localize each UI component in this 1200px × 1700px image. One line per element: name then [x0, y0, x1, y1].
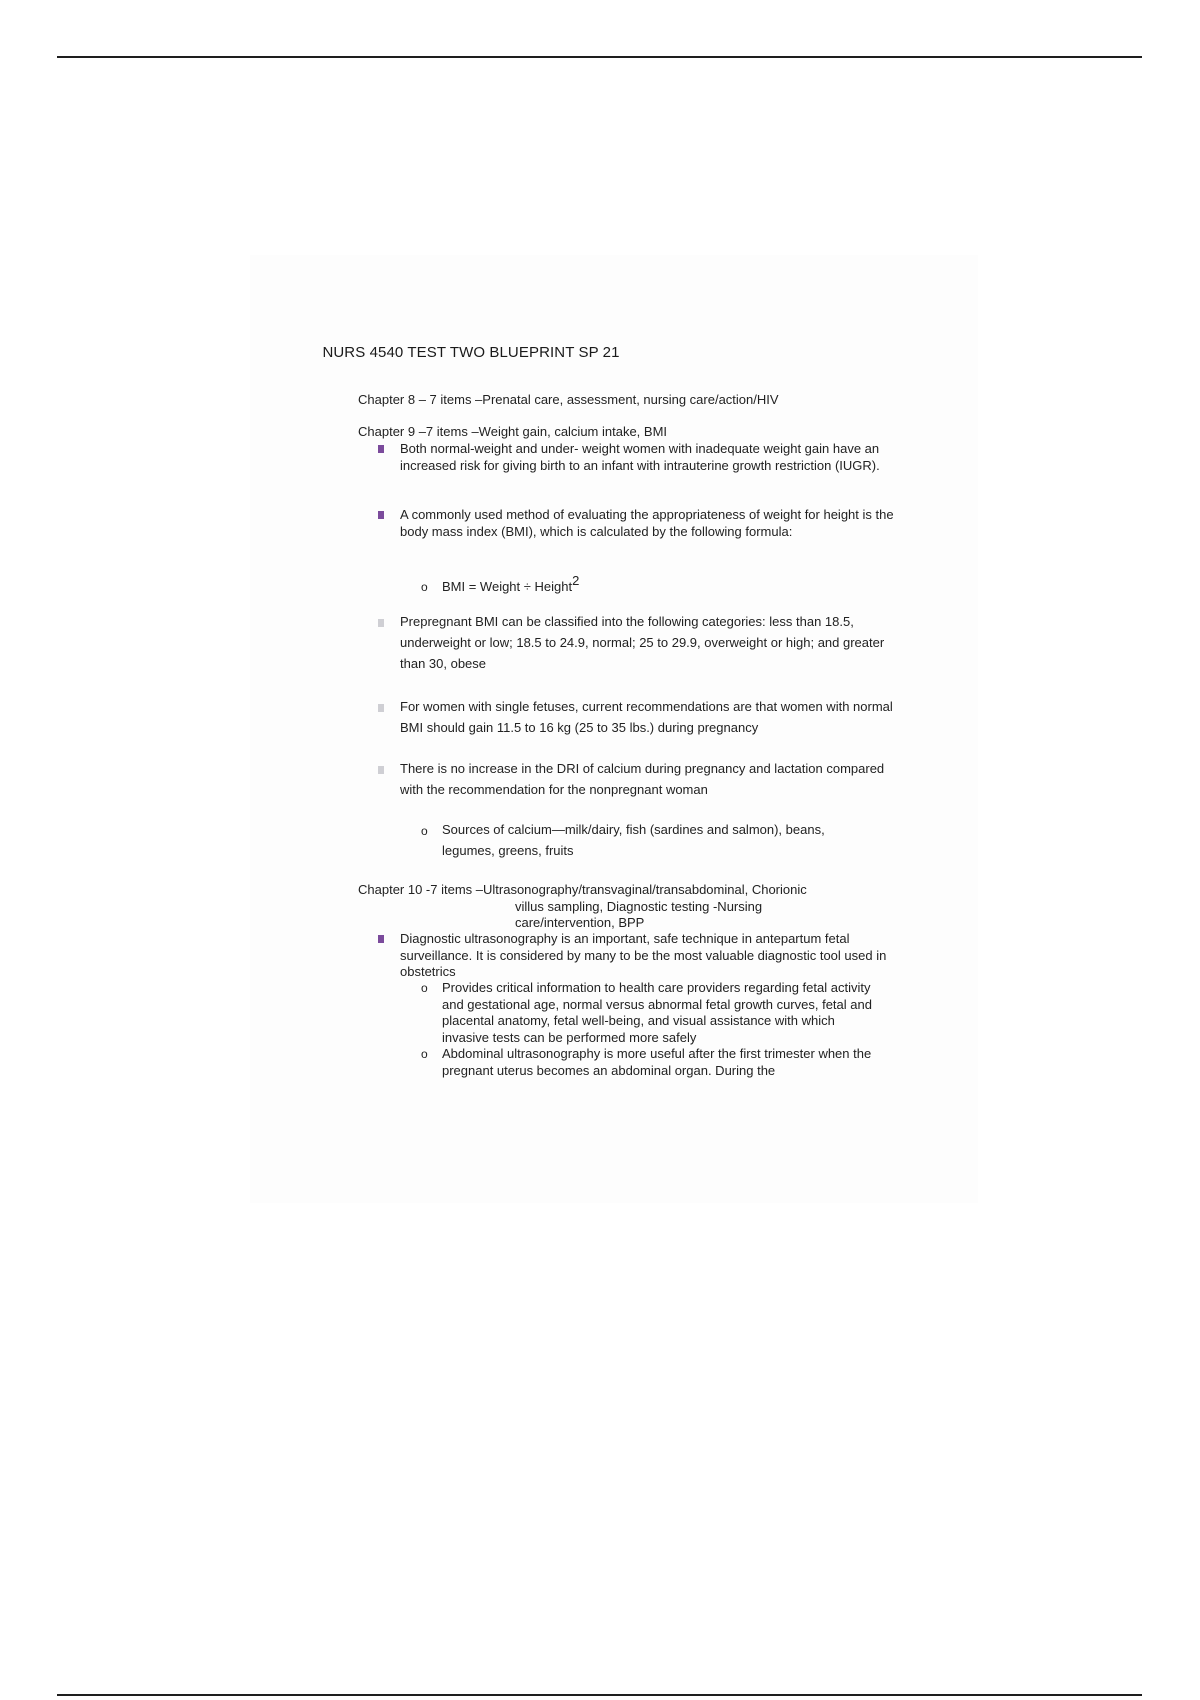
sub-list-item: [421, 980, 876, 1046]
sub-list-item: [421, 1046, 876, 1079]
list-item: [378, 507, 898, 540]
list-item: [378, 441, 898, 474]
circle-bullet-icon: o: [421, 580, 428, 594]
square-bullet-icon: [378, 766, 384, 774]
circle-bullet-icon: o: [421, 824, 428, 838]
bmi-formula: BMI = Weight ÷ Height: [442, 579, 573, 594]
list-item-text: A commonly used method of evaluating the appropriateness of weight for height is the body mass index (BMI), which is calculated by the following formula:: [400, 507, 894, 539]
chapter-9-heading: Chapter 9 –7 items –Weight gain, calcium intake, BMI: [358, 424, 668, 439]
square-bullet-icon: [378, 619, 384, 627]
list-item-text: Prepregnant BMI can be classified into the following categories: less than 18.5, underweight or low; 18.5 to 24.9, normal; 25 to 29.9, overweight or high; and greater than 30, obese: [400, 614, 885, 671]
document-title: NURS 4540 TEST TWO BLUEPRINT SP 21: [322, 344, 620, 361]
list-item-text: Both normal-weight and under- weight women with inadequate weight gain have an increased risk for giving birth to an infant with intrauterine growth restriction (IUGR).: [400, 441, 880, 473]
sub-list-item-text: Provides critical information to health care providers regarding fetal activity and gestational age, normal versus abnormal fetal growth curves, fetal and placental anatomy, fetal well-being, and visual assistance with which invasive tests can be performed more safely: [442, 980, 872, 1045]
list-item: [378, 931, 898, 981]
chapter-10-heading: [358, 882, 918, 932]
top-rule: [57, 56, 1142, 58]
list-item: [378, 696, 898, 738]
sub-list-item: [421, 573, 876, 596]
square-bullet-icon: [378, 935, 384, 943]
list-item-text: Diagnostic ultrasonography is an important, safe technique in antepartum fetal surveillance. It is considered by many to be the most valuable diagnostic tool used in obstetrics: [400, 931, 887, 979]
chapter-10-heading-line: care/intervention, BPP: [515, 915, 645, 930]
square-bullet-icon: [378, 704, 384, 712]
bottom-rule: [57, 1694, 1142, 1696]
list-item-text: There is no increase in the DRI of calcium during pregnancy and lactation compared with the recommendation for the nonpregnant woman: [400, 761, 885, 797]
sub-list-item: [421, 819, 876, 861]
chapter-10-heading-line: villus sampling, Diagnostic testing -Nursing: [515, 898, 763, 914]
list-item-text: For women with single fetuses, current recommendations are that women with normal BMI should gain 11.5 to 16 kg (25 to 35 lbs.) during pregnancy: [400, 699, 893, 735]
circle-bullet-icon: o: [421, 1047, 428, 1061]
circle-bullet-icon: o: [421, 981, 428, 995]
document-page-image: [250, 255, 978, 1203]
list-item: [378, 611, 898, 674]
sub-list-item-text: Sources of calcium—milk/dairy, fish (sardines and salmon), beans, legumes, greens, fruits: [442, 822, 825, 858]
list-item: [378, 758, 898, 800]
chapter-8-heading: Chapter 8 – 7 items –Prenatal care, assessment, nursing care/action/HIV: [358, 392, 779, 407]
bmi-formula-exponent: 2: [572, 573, 580, 588]
chapter-10-heading-line: Chapter 10 -7 items –Ultrasonography/transvaginal/transabdominal, Chorionic: [358, 882, 807, 897]
square-bullet-icon: [378, 511, 384, 519]
sub-list-item-text: Abdominal ultrasonography is more useful after the first trimester when the pregnant uterus becomes an abdominal organ. During the: [442, 1046, 872, 1078]
square-bullet-icon: [378, 445, 384, 453]
